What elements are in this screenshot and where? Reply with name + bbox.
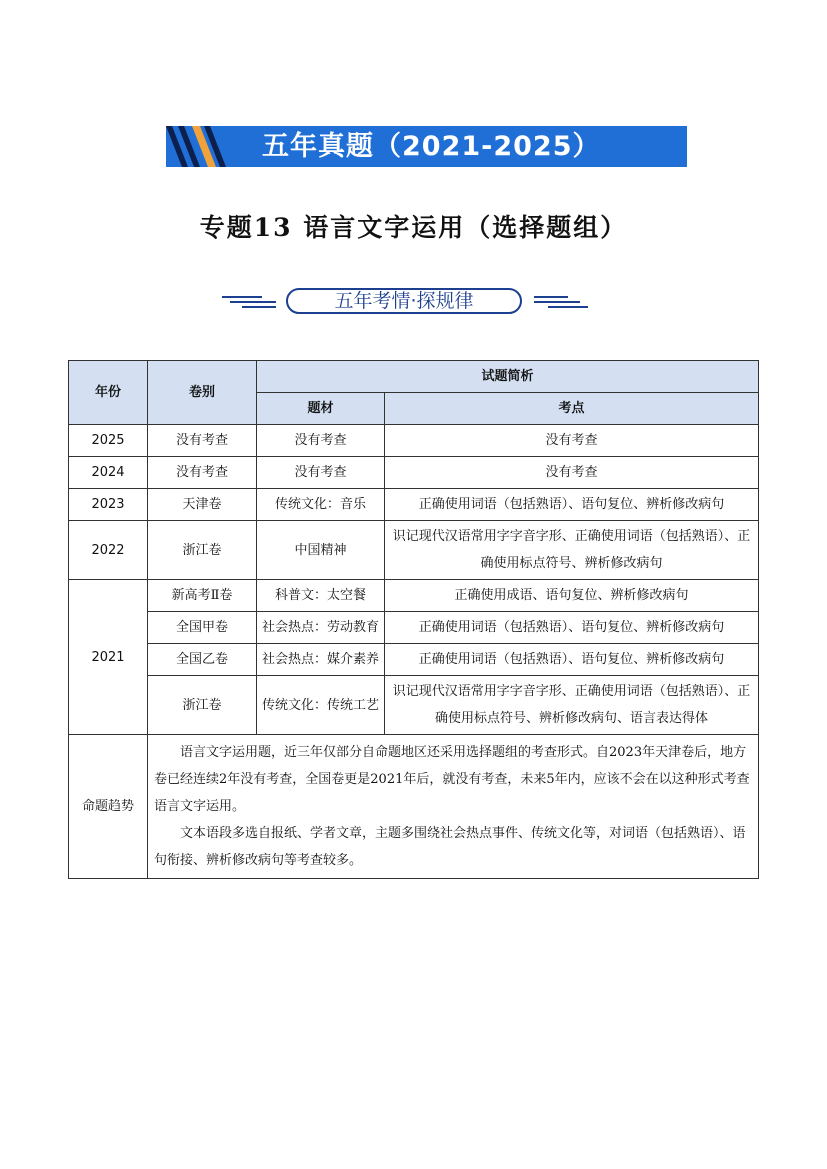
header-year: 年份 xyxy=(69,361,148,425)
topic-cell: 传统文化：音乐 xyxy=(257,489,385,521)
paper-cell: 天津卷 xyxy=(148,489,257,521)
table-row xyxy=(69,457,759,489)
exam-analysis-table xyxy=(68,360,759,879)
table-row xyxy=(69,644,759,676)
stripes-decoration xyxy=(166,126,246,167)
paper-cell: 浙江卷 xyxy=(148,521,257,580)
year-cell: 2022 xyxy=(69,521,148,580)
header-paper: 卷别 xyxy=(148,361,257,425)
table-row xyxy=(69,489,759,521)
left-lines-decoration xyxy=(222,296,278,308)
table-row xyxy=(69,521,759,580)
points-cell: 没有考查 xyxy=(385,457,759,489)
year-cell: 2024 xyxy=(69,457,148,489)
document-title: 专题13 语言文字运用（选择题组） xyxy=(199,213,628,242)
banner-title: 五年真题（2021-2025） xyxy=(262,131,601,162)
paper-cell: 全国甲卷 xyxy=(148,612,257,644)
topic-cell: 中国精神 xyxy=(257,521,385,580)
header-topic: 题材 xyxy=(257,393,385,425)
header-analysis: 试题简析 xyxy=(257,361,759,393)
topic-cell: 科普文：太空餐 xyxy=(257,580,385,612)
trend-paragraph: 语言文字运用题，近三年仅部分自命题地区还采用选择题组的考查形式。自2023年天津卷后，地方卷已经连续2年没有考查，全国卷更是2021年后，就没有考查，未来5年内，应该不会在以这种形式考查语言文字运用。 xyxy=(154,745,750,814)
table-row xyxy=(69,425,759,457)
points-cell: 正确使用成语、语句复位、辨析修改病句 xyxy=(385,580,759,612)
trend-paragraph: 文本语段多选自报纸、学者文章，主题多围绕社会热点事件、传统文化等，对词语（包括熟语）、语句衔接、辨析修改病句等考查较多。 xyxy=(154,826,746,868)
topic-cell: 社会热点：媒介素养 xyxy=(257,644,385,676)
paper-cell: 新高考Ⅱ卷 xyxy=(148,580,257,612)
section-pill: 五年考情·探规律 xyxy=(286,288,522,314)
paper-cell: 全国乙卷 xyxy=(148,644,257,676)
header-row xyxy=(69,361,759,393)
header-banner xyxy=(166,126,687,167)
paper-cell: 没有考查 xyxy=(148,425,257,457)
points-cell: 没有考查 xyxy=(385,425,759,457)
topic-cell: 没有考查 xyxy=(257,457,385,489)
trend-text xyxy=(148,735,759,879)
paper-cell: 没有考查 xyxy=(148,457,257,489)
table-row xyxy=(69,676,759,735)
topic-cell: 社会热点：劳动教育 xyxy=(257,612,385,644)
section-label xyxy=(220,287,590,319)
paper-cell: 浙江卷 xyxy=(148,676,257,735)
points-cell: 正确使用词语（包括熟语）、语句复位、辨析修改病句 xyxy=(385,612,759,644)
points-cell: 识记现代汉语常用字字音字形、正确使用词语（包括熟语）、正确使用标点符号、辨析修改病句 xyxy=(385,521,759,580)
year-cell: 2023 xyxy=(69,489,148,521)
year-cell: 2021 xyxy=(69,580,148,735)
table-row xyxy=(69,612,759,644)
trend-label: 命题趋势 xyxy=(69,735,148,879)
points-cell: 识记现代汉语常用字字音字形、正确使用词语（包括熟语）、正确使用标点符号、辨析修改病句、语言表达得体 xyxy=(385,676,759,735)
points-cell: 正确使用词语（包括熟语）、语句复位、辨析修改病句 xyxy=(385,489,759,521)
header-points: 考点 xyxy=(385,393,759,425)
table-row xyxy=(69,580,759,612)
points-cell: 正确使用词语（包括熟语）、语句复位、辨析修改病句 xyxy=(385,644,759,676)
trend-row xyxy=(69,735,759,879)
right-lines-decoration xyxy=(532,296,588,308)
topic-cell: 传统文化：传统工艺 xyxy=(257,676,385,735)
topic-cell: 没有考查 xyxy=(257,425,385,457)
year-cell: 2025 xyxy=(69,425,148,457)
